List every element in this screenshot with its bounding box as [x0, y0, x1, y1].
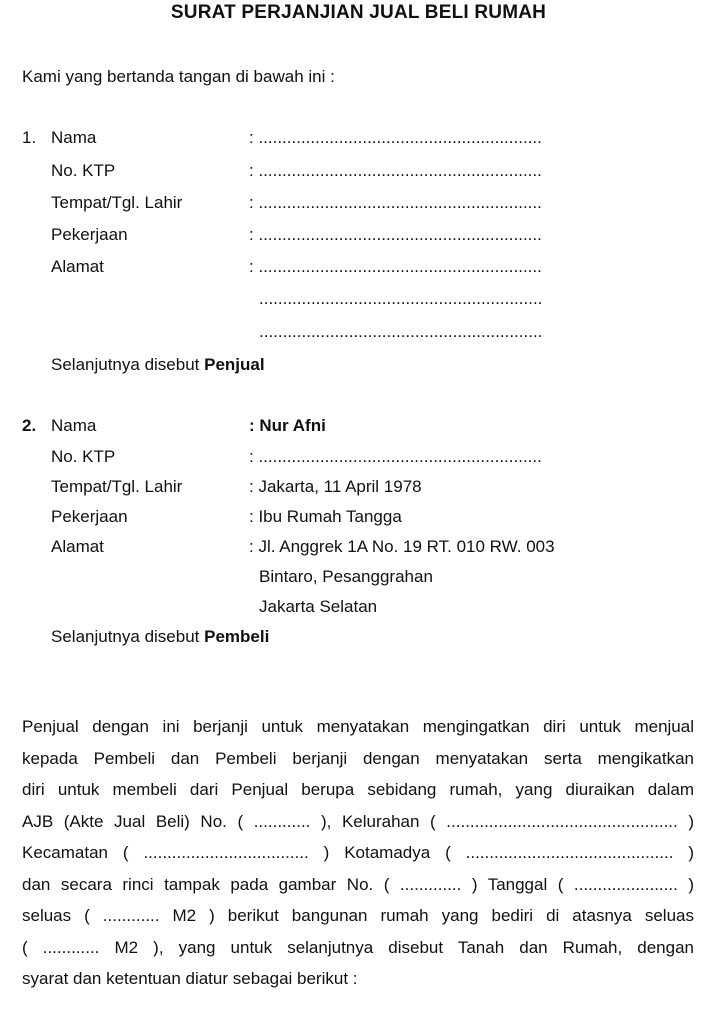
party-2-ktp-value: : ............................................................ — [249, 447, 542, 466]
party-2-job-label: Pekerjaan — [51, 507, 128, 526]
party-1-birth-value: : ............................................................ — [249, 193, 542, 212]
party-2-number: 2. — [22, 416, 37, 435]
party-2-address-line-3: Jakarta Selatan — [259, 597, 378, 616]
party-2-birth-value: : Jakarta, 11 April 1978 — [249, 477, 422, 496]
party-1-address-label: Alamat — [51, 257, 104, 276]
party-1-name-label: Nama — [51, 128, 97, 147]
party-1-address-line-3: ............................................................ — [259, 322, 543, 341]
paragraph-line: ( ............ M2 ), yang untuk selanjutnya disebut Tanah dan Rumah, dengan — [22, 937, 694, 957]
paragraph-line: syarat dan ketentuan diatur sebagai berikut : — [22, 969, 358, 988]
paragraph-line: Penjual dengan ini berjanji untuk menyatakan mengingatkan diri untuk menjual — [22, 717, 694, 736]
party-2-address-label: Alamat — [51, 537, 104, 556]
party-2-role: Pembeli — [204, 627, 270, 646]
paragraph-line: diri untuk membeli dari Penjual berupa sebidang rumah, yang diuraikan dalam — [22, 780, 694, 799]
document-title: SURAT PERJANJIAN JUAL BELI RUMAH — [170, 2, 547, 23]
party-1-closing-prefix: Selanjutnya disebut — [51, 355, 205, 374]
party-1-address-line-2: ............................................................ — [259, 289, 543, 308]
party-1-address-value: : ............................................................ — [249, 257, 542, 276]
party-2-name-label: Nama — [51, 416, 97, 435]
party-2-ktp-label: No. KTP — [51, 447, 116, 466]
party-1-name-value: : ............................................................ — [249, 128, 542, 147]
paragraph-line: kepada Pembeli dan Pembeli berjanji dengan menyatakan serta mengikatkan — [22, 748, 694, 768]
intro-text: Kami yang bertanda tangan di bawah ini : — [22, 67, 335, 86]
party-1-ktp-label: No. KTP — [51, 161, 116, 180]
party-2-birth-label: Tempat/Tgl. Lahir — [51, 477, 183, 496]
party-1-job-label: Pekerjaan — [51, 225, 128, 244]
paragraph-line: seluas ( ............ M2 ) berikut bangunan rumah yang bediri di atasnya seluas — [22, 906, 694, 925]
party-1-closing — [51, 355, 265, 375]
paragraph-line: dan secara rinci tampak pada gambar No. ( ............. ) Tanggal ( ...................... ) — [22, 874, 694, 894]
agreement-paragraph — [22, 711, 694, 995]
party-1-birth-label: Tempat/Tgl. Lahir — [51, 193, 183, 212]
party-2-job-value: : Ibu Rumah Tangga — [249, 507, 402, 526]
party-2-address-line-2: Bintaro, Pesanggrahan — [259, 567, 433, 586]
party-2-address-value: : Jl. Anggrek 1A No. 19 RT. 010 RW. 003 — [249, 537, 555, 556]
party-1-job-value: : ............................................................ — [249, 225, 542, 244]
party-2-closing-prefix: Selanjutnya disebut — [51, 627, 205, 646]
party-1-role: Penjual — [204, 355, 265, 374]
party-2-closing — [51, 627, 269, 647]
paragraph-line: AJB (Akte Jual Beli) No. ( ............ ), Kelurahan ( ................................................. ) — [22, 811, 694, 831]
party-1-ktp-value: : ............................................................ — [249, 161, 542, 180]
party-2-name-value: : Nur Afni — [249, 416, 326, 435]
party-1-number: 1. — [22, 128, 37, 147]
paragraph-line: Kecamatan ( ................................... ) Kotamadya ( ............................................ ) — [22, 843, 694, 862]
